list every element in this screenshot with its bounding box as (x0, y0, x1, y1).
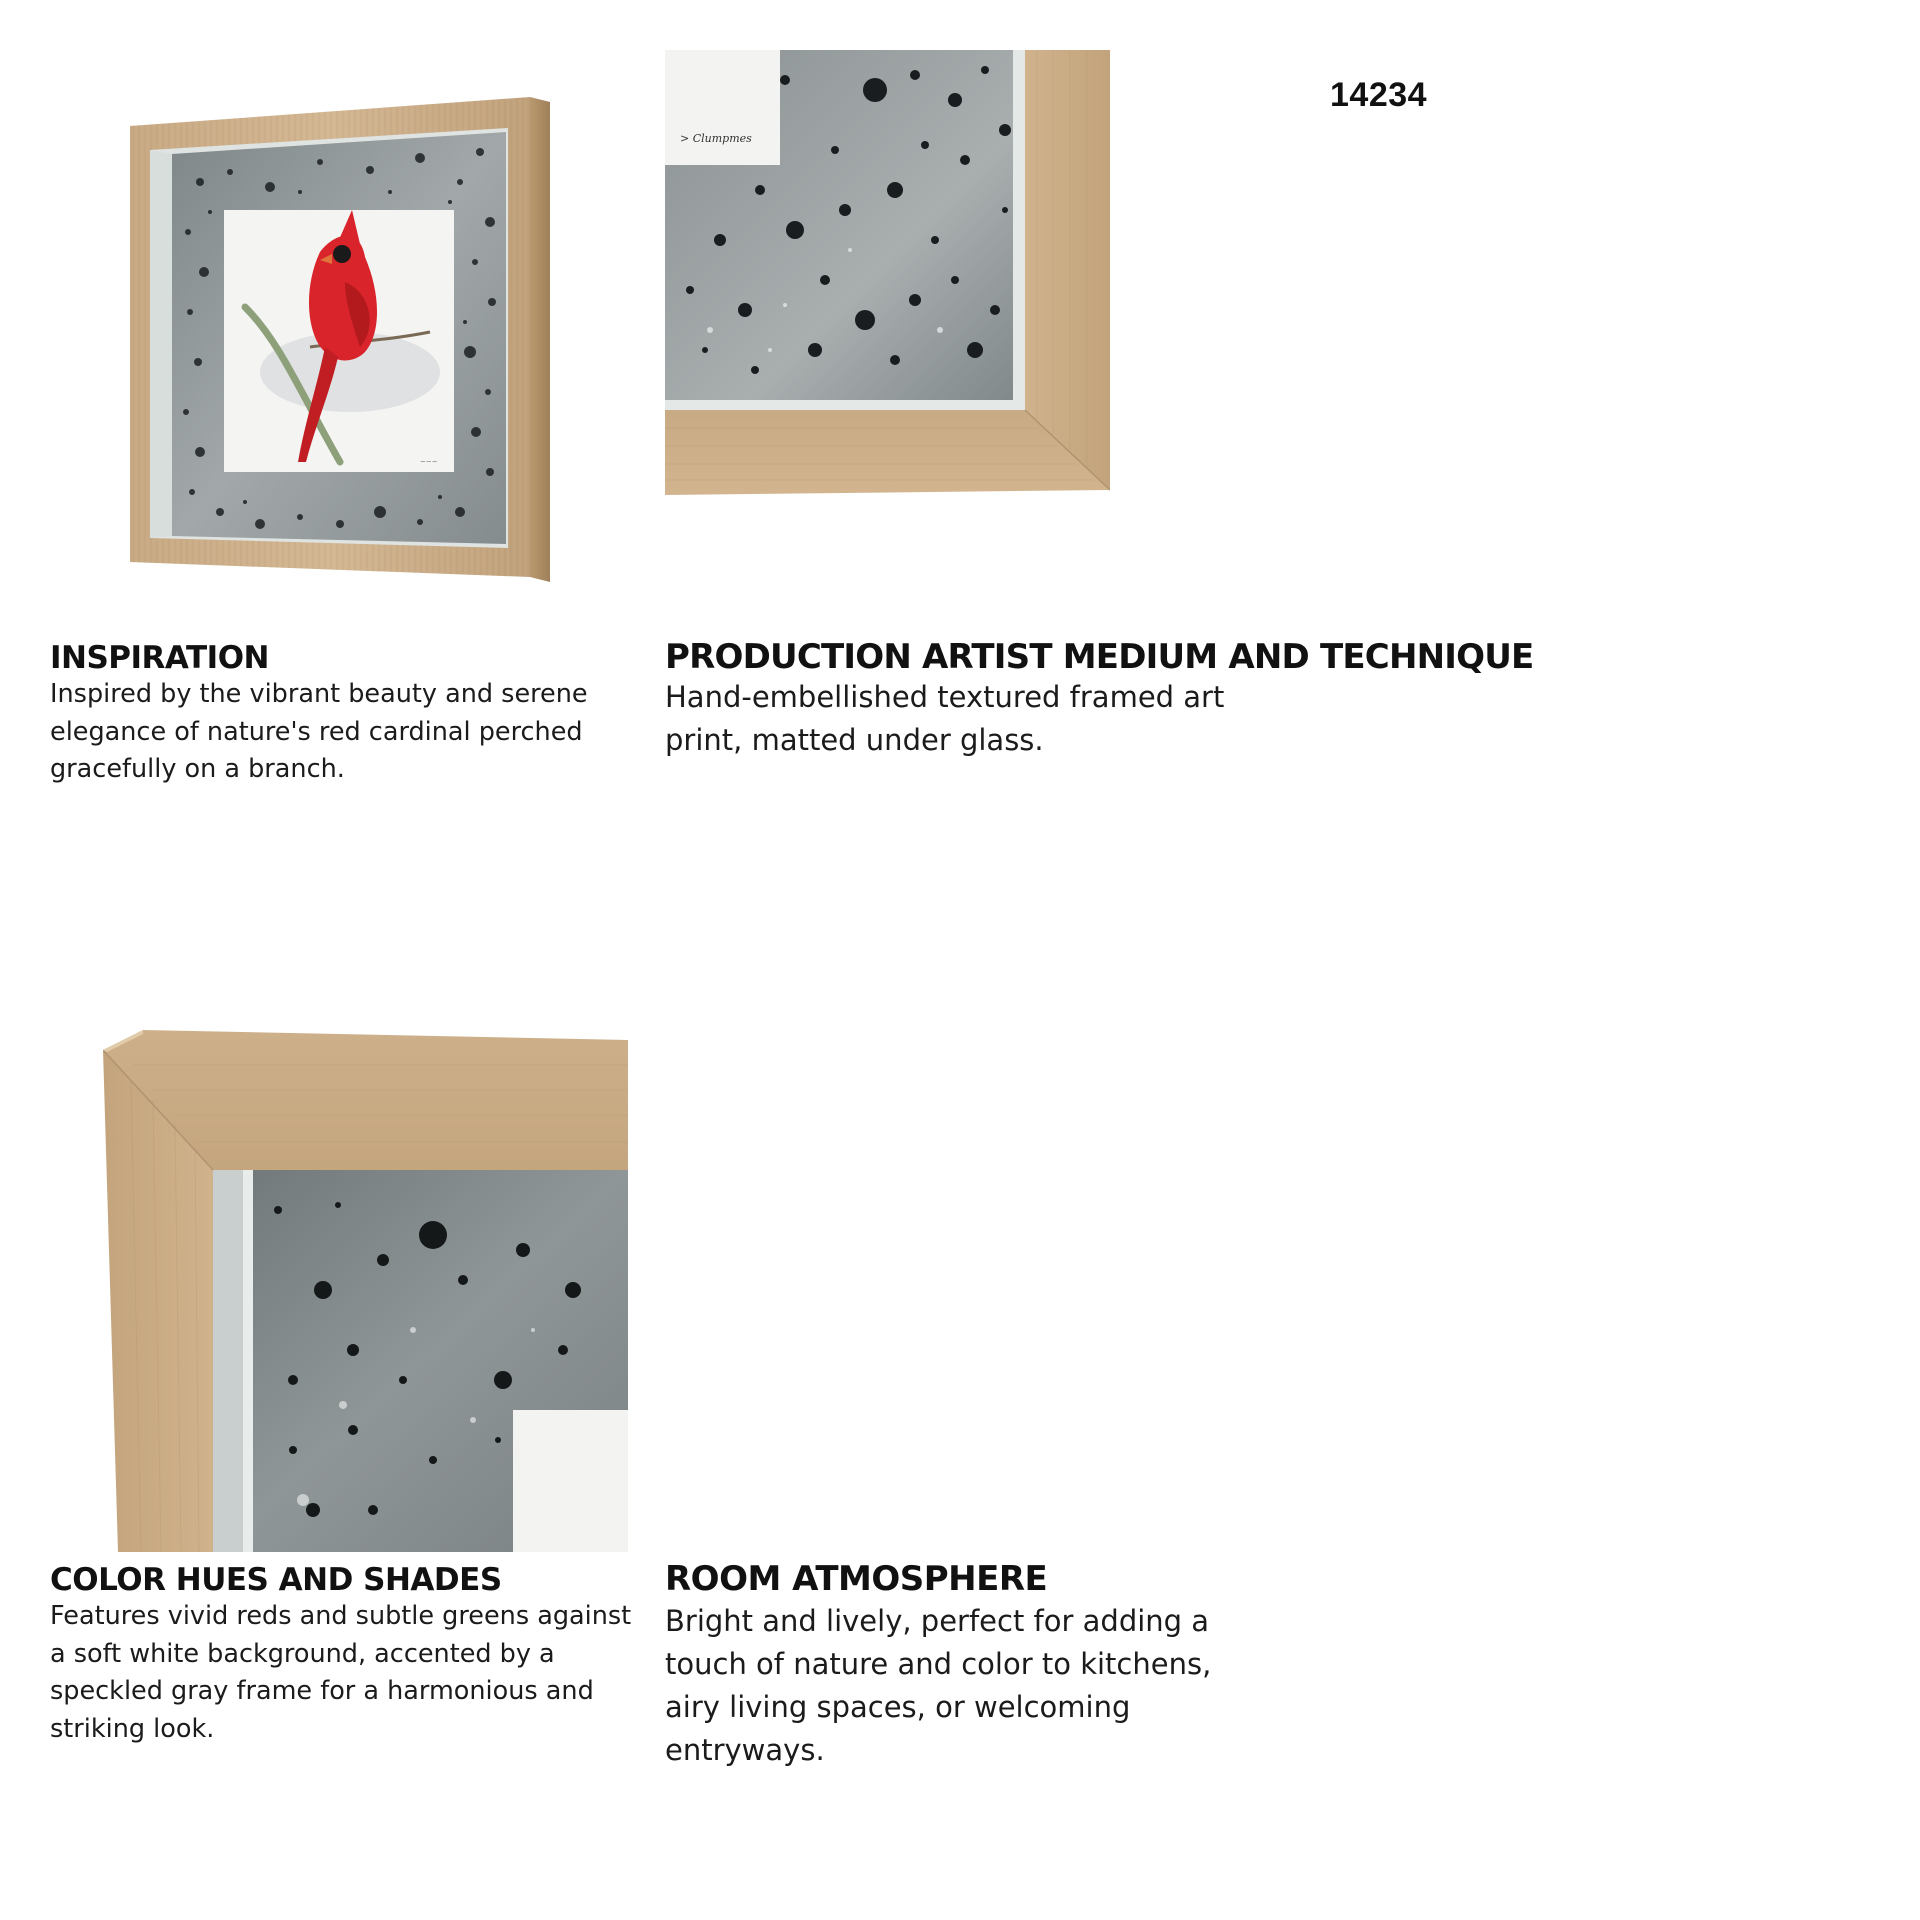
inspiration-line: elegance of nature's red cardinal perched (50, 716, 583, 747)
frame-corner-detail-image (665, 50, 1110, 495)
color-line: striking look. (50, 1713, 215, 1744)
framed-print-front-image (120, 92, 560, 592)
production-line: print, matted under glass. (665, 723, 1044, 757)
production-text (665, 676, 1265, 762)
color-line: Features vivid reds and subtle greens against (50, 1601, 632, 1631)
inspiration-line: Inspired by the vibrant beauty and serene (50, 679, 588, 709)
svg-text:~~~: ~~~ (420, 458, 438, 466)
production-line: Hand-embellished textured framed art (665, 680, 1225, 714)
color-line: a soft white background, accented by a (50, 1638, 555, 1669)
inspiration-text (50, 676, 610, 789)
product-sku: 14234 (1330, 76, 1428, 114)
svg-text:> Clumpmes: > Clumpmes (680, 132, 752, 145)
room-line: Bright and lively, perfect for adding a (665, 1604, 1210, 1638)
inspiration-heading: INSPIRATION (50, 640, 269, 676)
room-line: airy living spaces, or welcoming (665, 1690, 1131, 1724)
production-heading: PRODUCTION ARTIST MEDIUM AND TECHNIQUE (665, 637, 1534, 677)
room-heading: ROOM ATMOSPHERE (665, 1559, 1048, 1599)
inspiration-line: gracefully on a branch. (50, 754, 345, 784)
color-line: speckled gray frame for a harmonious and (50, 1676, 594, 1706)
room-line: entryways. (665, 1733, 825, 1767)
frame-top-left-detail-image (103, 1030, 628, 1552)
room-text (665, 1600, 1265, 1772)
room-line: touch of nature and color to kitchens, (665, 1647, 1212, 1681)
color-heading: COLOR HUES AND SHADES (50, 1562, 502, 1598)
color-text (50, 1598, 640, 1748)
